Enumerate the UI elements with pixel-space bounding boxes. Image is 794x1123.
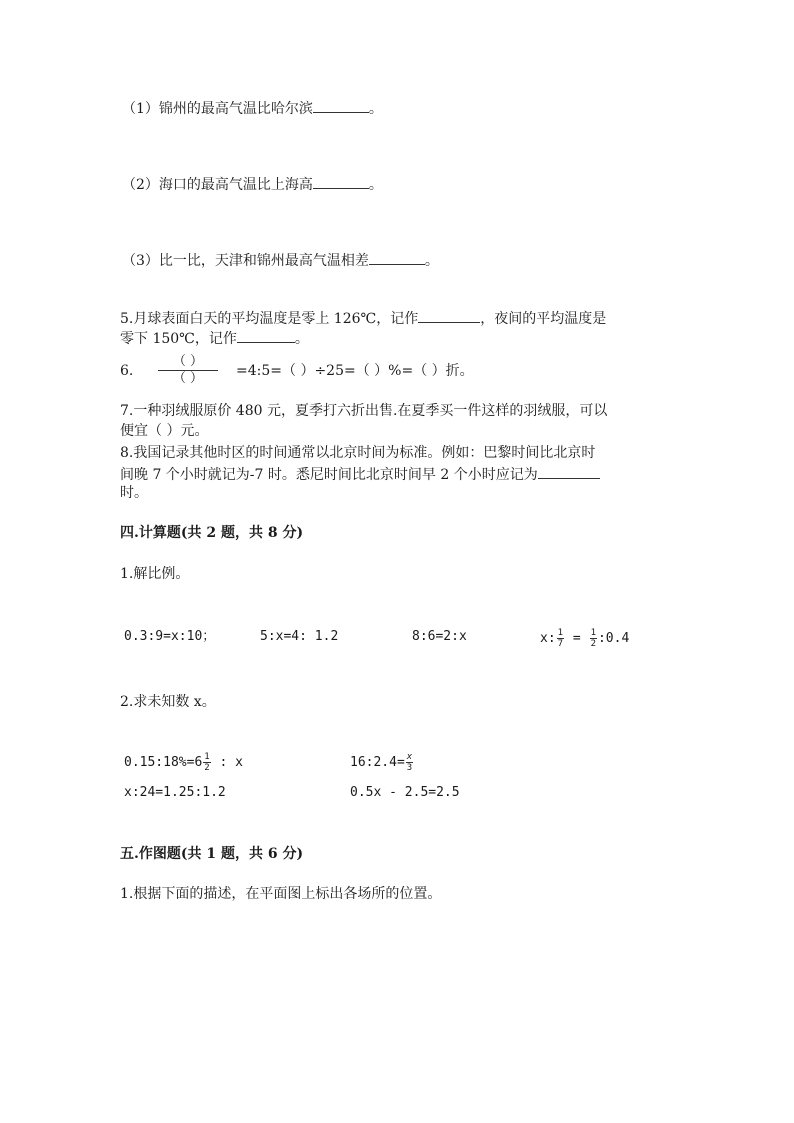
q4-item-1-text: （1）锦州的最高气温比哈尔滨 xyxy=(122,101,313,117)
q5-line-1 xyxy=(120,308,606,328)
q8-line-2 xyxy=(120,464,600,484)
q4-item-3-end: 。 xyxy=(424,253,439,269)
s4-q2-eq2 xyxy=(350,752,414,773)
q6-number: 6. xyxy=(120,363,134,379)
answer-blank[interactable] xyxy=(418,308,480,323)
eq-part: 16:2.4= xyxy=(350,755,405,770)
fraction xyxy=(557,628,564,649)
s5-q1: 1.根据下面的描述，在平面图上标出各场所的位置。 xyxy=(120,886,442,902)
q7-line-1: 7.一种羽绒服原价 480 元，夏季打六折出售.在夏季买一件这样的羽绒服，可以 xyxy=(120,403,608,419)
frac-num: 1 xyxy=(557,628,564,638)
q8-line-1: 8.我国记录其他时区的时间通常以北京时间为标准。例如：巴黎时间比北京时 xyxy=(120,445,596,461)
eq-part: x: xyxy=(540,631,556,646)
section-5-heading: 五.作图题(共 1 题，共 6 分) xyxy=(120,846,304,862)
s4-q1-eq4 xyxy=(540,628,629,649)
frac-den: 2 xyxy=(204,763,210,773)
q6-fraction xyxy=(158,354,218,387)
answer-blank[interactable] xyxy=(237,328,295,343)
q4-item-2-end: 。 xyxy=(368,177,383,193)
frac-num: x xyxy=(406,752,413,762)
answer-blank[interactable] xyxy=(313,98,369,113)
q5-text-d: 。 xyxy=(294,331,309,347)
fraction xyxy=(406,752,413,773)
s4-q2-eq3: x:24=1.25:1.2 xyxy=(124,785,226,800)
answer-blank[interactable] xyxy=(369,250,425,265)
frac-num: 1 xyxy=(590,628,596,638)
fraction xyxy=(203,752,210,773)
eq-part: : x xyxy=(211,755,244,770)
s4-q1-eq3: 8:6=2:x xyxy=(412,629,467,644)
frac-den: 2 xyxy=(590,639,596,649)
s4-q1-title: 1.解比例。 xyxy=(120,566,190,582)
frac-den: 3 xyxy=(406,763,413,773)
q6-frac-num[interactable]: （ ） xyxy=(158,354,218,371)
q6-rest: =4:5=（ ）÷25=（ ）%=（ ）折。 xyxy=(236,363,474,379)
s4-q2-eq1 xyxy=(124,752,243,773)
answer-blank[interactable] xyxy=(313,174,369,189)
s4-q1-eq1: 0.3:9=x:10； xyxy=(124,629,216,644)
s4-q2-eq4: 0.5x - 2.5=2.5 xyxy=(350,785,460,800)
q6-frac-den[interactable]: （ ） xyxy=(172,371,204,386)
q4-item-3 xyxy=(122,250,439,270)
answer-blank[interactable] xyxy=(538,464,600,479)
s4-q1-eq2: 5:x=4: 1.2 xyxy=(260,629,339,644)
q5-text-b: ，夜间的平均温度是 xyxy=(480,311,607,327)
q4-item-2-text: （2）海口的最高气温比上海高 xyxy=(122,177,313,193)
fraction xyxy=(590,628,597,649)
q4-item-1 xyxy=(122,98,383,118)
q5-text-c: 零下 150℃，记作 xyxy=(120,331,237,347)
eq-part: = xyxy=(565,631,589,646)
q5-text-a: 5.月球表面白天的平均温度是零上 126℃，记作 xyxy=(120,311,419,327)
q5-line-2 xyxy=(120,328,309,348)
q4-item-3-text: （3）比一比，天津和锦州最高气温相差 xyxy=(122,253,369,269)
s4-q2-title: 2.求未知数 x。 xyxy=(120,694,216,710)
section-4-heading: 四.计算题(共 2 题，共 8 分) xyxy=(120,525,304,541)
q7-line-2: 便宜（ ）元。 xyxy=(120,423,209,439)
eq-part: :0.4 xyxy=(597,631,630,646)
frac-num: 1 xyxy=(204,752,210,762)
q4-item-1-end: 。 xyxy=(368,101,383,117)
frac-den: 7 xyxy=(557,639,564,649)
q4-item-2 xyxy=(122,174,383,194)
q8-line-3: 时。 xyxy=(120,485,148,501)
eq-part: 0.15:18%=6 xyxy=(124,755,203,770)
q8-text: 间晚 7 个小时就记为-7 时。悉尼时间比北京时间早 2 个小时应记为 xyxy=(120,467,538,483)
